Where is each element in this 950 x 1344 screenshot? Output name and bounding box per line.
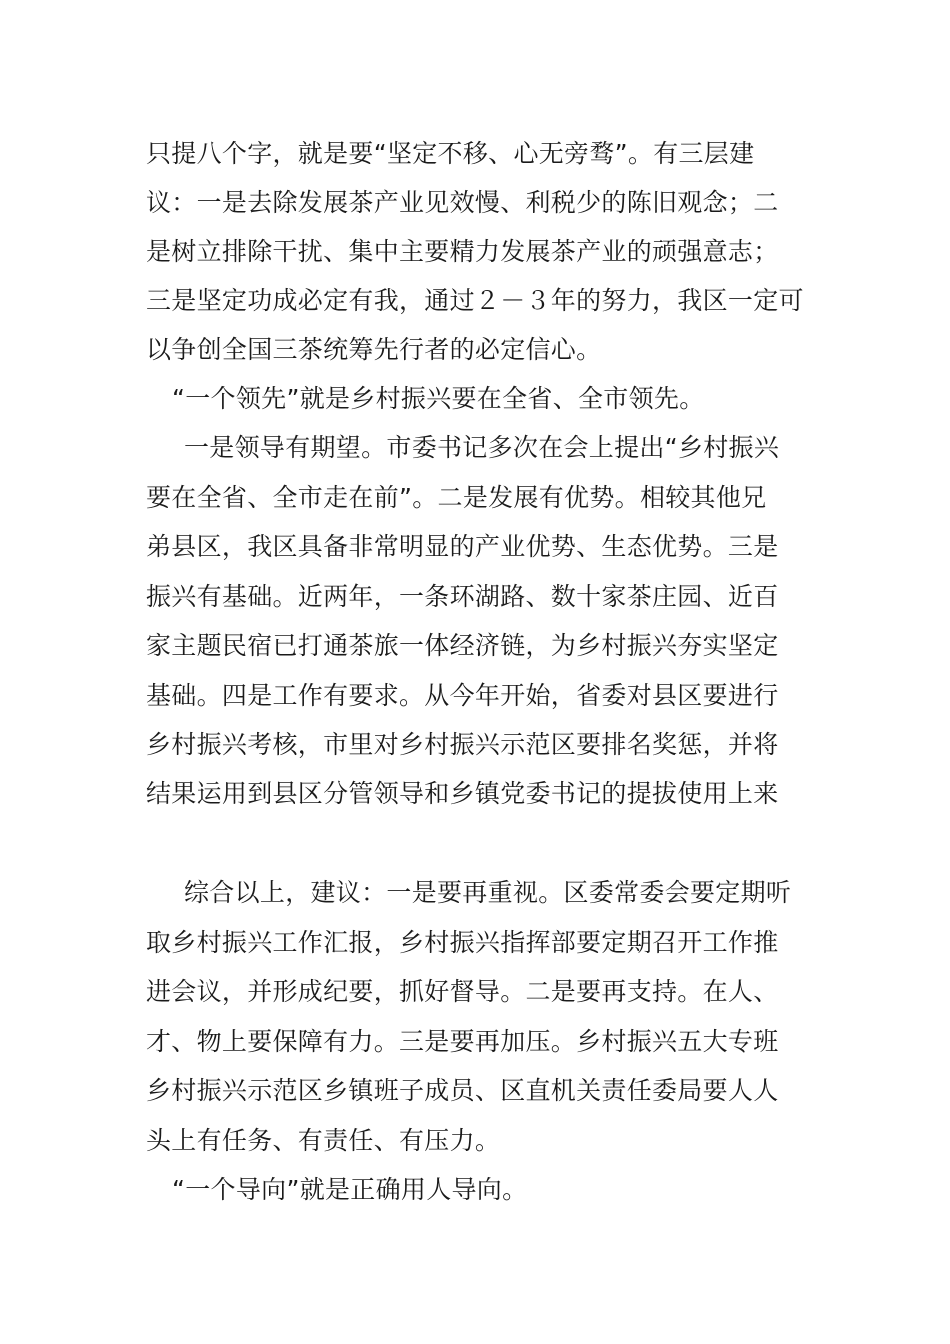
text-line: 一是领导有期望。市委书记多次在会上提出“乡村振兴 [184, 433, 780, 462]
text-line: 振兴有基础。近两年，一条环湖路、数十家茶庄园、近百 [146, 582, 779, 611]
text-line: 以争创全国三茶统筹先行者的必定信心。 [146, 335, 602, 364]
text-line: 弟县区，我区具备非常明显的产业优势、生态优势。三是 [146, 532, 779, 561]
section-heading: “一个导向”就是正确用人导向。 [172, 1175, 528, 1204]
text-line: 乡村振兴示范区乡镇班子成员、区直机关责任委局要人人 [146, 1076, 779, 1105]
text-line: 家主题民宿已打通茶旅一体经济链，为乡村振兴夯实坚定 [146, 631, 779, 660]
section-heading: “一个领先”就是乡村振兴要在全省、全市领先。 [172, 384, 705, 413]
text-line: 才、物上要保障有力。三是要再加压。乡村振兴五大专班 [146, 1027, 779, 1056]
text-line: 取乡村振兴工作汇报，乡村振兴指挥部要定期召开工作推 [146, 928, 779, 957]
text-line: 只提八个字，就是要“坚定不移、心无旁骛”。有三层建 [146, 139, 755, 168]
text-line: 要在全省、全市走在前”。二是发展有优势。相较其他兄 [146, 483, 767, 512]
text-line: 进会议，并形成纪要，抓好督导。二是要再支持。在人、 [146, 977, 779, 1006]
text-line: 综合以上，建议：一是要再重视。区委常委会要定期听 [184, 878, 792, 907]
text-line: 乡村振兴考核，市里对乡村振兴示范区要排名奖惩，并将 [146, 730, 779, 759]
text-line: 三是坚定功成必定有我，通过２－３年的努力，我区一定可 [146, 286, 804, 315]
text-line: 头上有任务、有责任、有压力。 [146, 1126, 501, 1155]
text-line: 结果运用到县区分管领导和乡镇党委书记的提拔使用上来 [146, 779, 779, 808]
text-line: 议：一是去除发展茶产业见效慢、利税少的陈旧观念；二 [146, 188, 779, 217]
text-line: 基础。四是工作有要求。从今年开始，省委对县区要进行 [146, 681, 779, 710]
text-line: 是树立排除干扰、集中主要精力发展茶产业的顽强意志； [146, 237, 779, 266]
